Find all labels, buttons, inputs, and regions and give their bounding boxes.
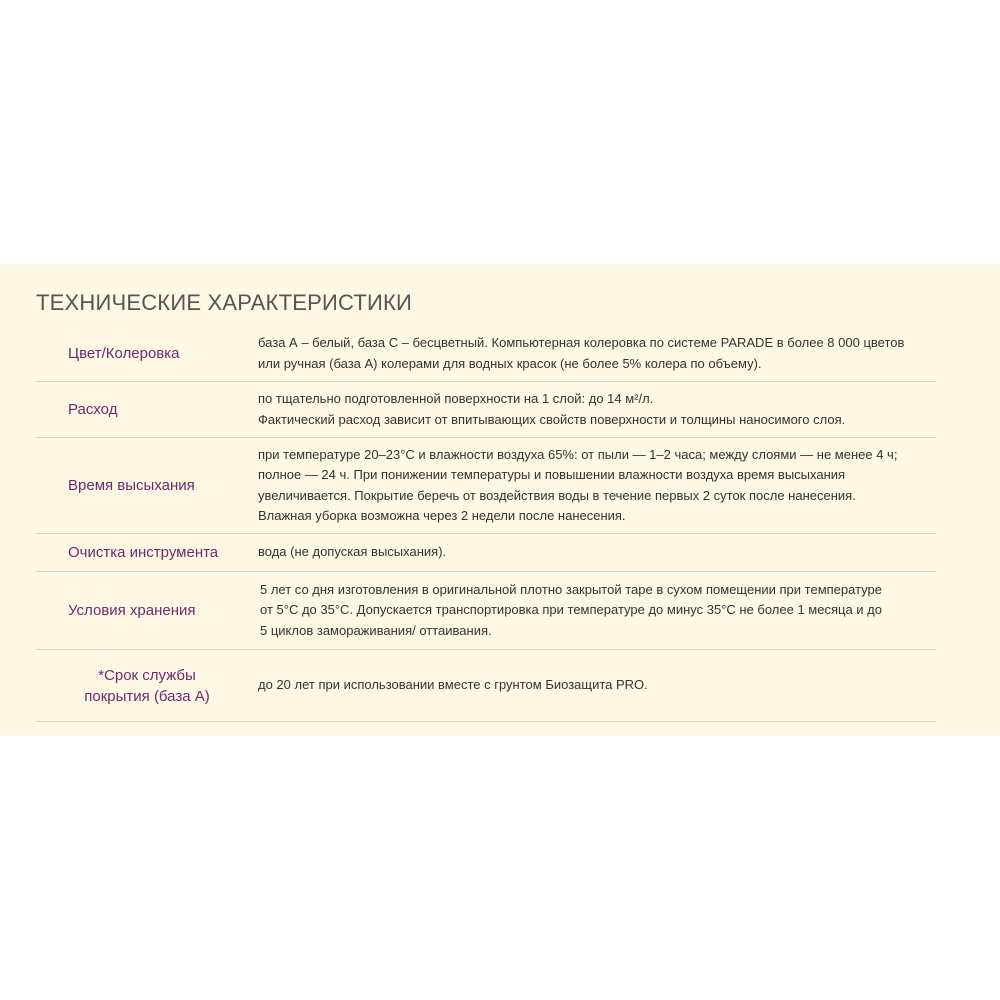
value-line: полное — 24 ч. При понижении температуры и повышении влажности воздуха время высыхания: [258, 467, 846, 482]
value-line: Фактический расход зависит от впитывающих свойств поверхности и толщины наносимого слоя.: [258, 411, 846, 427]
value-line: Влажная уборка возможна через 2 недели после нанесения.: [258, 508, 626, 523]
row-value: [258, 580, 936, 642]
row-value: [258, 389, 936, 430]
row-label: [36, 665, 258, 707]
table-row-consumption: [36, 382, 936, 438]
row-value: [258, 445, 936, 527]
table-row-color: [36, 326, 936, 382]
label-line: покрытия (база А): [84, 687, 210, 705]
row-label: Условия хранения: [68, 602, 196, 619]
value-line: 5 циклов замораживания/ оттаивания.: [260, 622, 492, 638]
row-value: [258, 333, 936, 374]
value-line: по тщательно подготовленной поверхности на 1 слой: до 14 м²/л.: [258, 391, 654, 406]
row-label: Цвет/Колеровка: [68, 345, 180, 362]
value-line: база А – белый, база С – бесцветный. Компьютерная колеровка по системе PARADE в более 8 000 цветов: [258, 335, 905, 350]
spec-table: [36, 326, 936, 722]
value-line: увеличивается. Покрытие беречь от воздействия воды в течение первых 2 суток после нанесения.: [258, 487, 856, 503]
row-label: Расход: [68, 401, 118, 418]
value-line: до 20 лет при использовании вместе с грунтом Биозащита PRO.: [258, 677, 648, 693]
table-row-storage: [36, 572, 936, 650]
table-row-service-life: [36, 650, 936, 722]
table-row-drying-time: [36, 438, 936, 534]
value-line: или ручная (база А) колерами для водных красок (не более 5% колера по объему).: [258, 355, 762, 371]
table-row-tool-cleaning: [36, 534, 936, 572]
value-line: вода (не допуская высыхания).: [258, 544, 447, 560]
row-label: Время высыхания: [68, 477, 195, 494]
value-line: от 5°С до 35°С. Допускается транспортировка при температуре до минус 35°С не более 1 месяца и до: [260, 602, 882, 618]
row-value: [258, 542, 936, 563]
row-value: [258, 675, 936, 696]
value-line: при температуре 20–23°С и влажности воздуха 65%: от пыли — 1–2 часа; между слоями — не менее 4 ч;: [258, 446, 898, 462]
label-line: *Срок службы: [98, 666, 196, 684]
row-label: Очистка инструмента: [68, 544, 219, 561]
value-line: 5 лет со дня изготовления в оригинальной плотно закрытой таре в сухом помещении при температуре: [260, 581, 882, 597]
section-title: ТЕХНИЧЕСКИЕ ХАРАКТЕРИСТИКИ: [36, 290, 412, 315]
